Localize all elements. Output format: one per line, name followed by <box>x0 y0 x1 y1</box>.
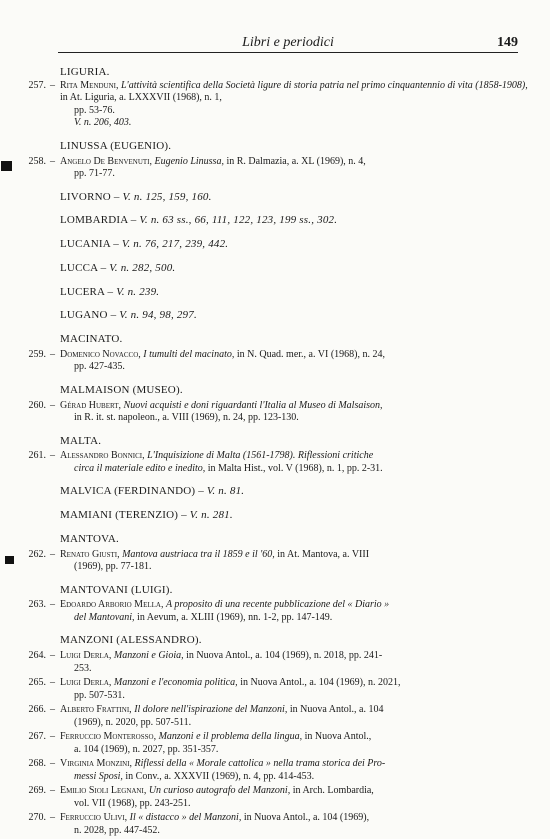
entry-title: Eugenio Linussa, <box>154 155 224 167</box>
entry-pages: pp. 53-76. <box>74 104 115 116</box>
section-heading-malta: MALTA. <box>60 434 102 447</box>
entry-262: 262. – Renato Giusti, Mantova austriaca tra il 1859 e il '60, in At. Mantova, a. VIII (1969), pp. 77-181. <box>28 548 370 572</box>
crossref-livorno: LIVORNO – V. n. 125, 159, 160. <box>60 190 212 203</box>
entry-author: Rita Menduni, <box>60 79 119 91</box>
entry-source: in At. Liguria, a. LXXXVII (1968), n. 1, <box>60 92 222 104</box>
entry-264: 264. – Luigi Derla, Manzoni e Gioia, in Nuova Antol., a. 104 (1969), n. 2018, pp. 241- 253. <box>28 650 383 674</box>
section-heading-mantovani: MANTOVANI (LUIGI). <box>60 583 173 596</box>
section-heading-linussa: LINUSSA (EUGENIO). <box>60 139 172 152</box>
page-number: 149 <box>497 35 518 50</box>
crossref-lucera: LUCERA – V. n. 239. <box>60 285 160 298</box>
section-heading-mantova: MANTOVA. <box>60 532 119 545</box>
crossref-lucania: LUCANIA – V. n. 76, 217, 239, 442. <box>60 238 229 250</box>
entry-267: 267. – Ferruccio Monterosso, Manzoni e il problema della lingua, in Nuova Antol., a. 104 (1969), n. 2027, pp. 351-357. <box>28 731 372 755</box>
margin-mark-262 <box>5 556 14 564</box>
entry-257: 257. – Rita Menduni, L'attività scientifica della Società ligure di storia patria nel primo cinquantennio di vita (1858-1908), in At. Liguria, a. LXXXVII (1968), n. 1, pp. 53-76. V. n. 206, 403. <box>20 80 530 130</box>
entry-author: Angelo De Benvenuti, <box>60 155 152 167</box>
section-heading-macinato: MACINATO. <box>60 333 123 345</box>
entry-261: 261. – Alessandro Bonnici, L'Inquisizione di Malta (1561-1798). Riflessioni critiche circa il materiale edito e inedito, in Malta Hist., vol. V (1968), n. 1, pp. 2-31. <box>28 450 383 474</box>
entry-265: 265. – Luigi Derla, Manzoni e l'economia politica, in Nuova Antol., a. 104 (1969), n. 2021, pp. 507-531. <box>28 677 401 701</box>
bibliography-content <box>20 66 530 839</box>
entry-263: 263. – Edoardo Arborio Mella, A proposito di una recente pubblicazione del « Diario » del Mantovani, in Aevum, a. XLIII (1969), nn. 1-2, pp. 147-149. <box>28 599 390 623</box>
entry-source: in R. Dalmazia, a. XL (1969), n. 4, <box>226 155 366 167</box>
crossref-lucca: LUCCA – V. n. 282, 500. <box>60 261 176 274</box>
entry-258: 258. – Angelo De Benvenuti, Eugenio Linussa, in R. Dalmazia, a. XL (1969), n. 4, pp. 71-77. <box>20 156 530 181</box>
crossref-lombardia: LOMBARDIA – V. n. 63 ss., 66, 111, 122, 123, 199 ss., 302. <box>60 214 338 227</box>
entry-number: 258. <box>28 155 46 167</box>
entry-pages: pp. 71-77. <box>74 168 115 179</box>
entry-269: 269. – Emilio Sioli Legnani, Un curioso autografo del Manzoni, in Arch. Lombardia, vol. VII (1968), pp. 243-251. <box>28 785 374 809</box>
crossref-malvica: MALVICA (FERDINANDO) – V. n. 81. <box>60 485 245 498</box>
entry-270: 270. – Ferruccio Ulivi, Il « distacco » del Manzoni, in Nuova Antol., a. 104 (1969), n. 2028, pp. 447-452. <box>28 812 370 836</box>
margin-mark-258 <box>1 161 12 171</box>
entry-number: 257. <box>28 79 46 91</box>
running-header <box>58 32 518 53</box>
section-heading-malmaison: MALMAISON (MUSEO). <box>60 383 183 396</box>
section-heading-liguria: LIGURIA. <box>60 66 110 78</box>
crossref-mamiani: MAMIANI (TERENZIO) – V. n. 281. <box>60 509 233 521</box>
crossref-lugano: LUGANO – V. n. 94, 98, 297. <box>60 309 197 322</box>
header-title: Libri e periodici <box>242 35 334 50</box>
entry-title: L'attività scientifica della Società ligure di storia patria nel primo cinquantennio di vita (1858-1908), <box>121 79 528 91</box>
entry-260: 260. – Gérad Hubert, Nuovi acquisti e doni riguardanti l'Italia al Museo di Malsaison, in R. it. st. napoleon., a. VIII (1969), n. 24, pp. 123-130. <box>28 399 383 423</box>
entry-259: 259. – Domenico Novacco, I tumulti del macinato, in N. Quad. mer., a. VI (1968), n. 24, pp. 427-435. <box>28 348 385 373</box>
entry-266: 266. – Alberto Frattini, Il dolore nell'ispirazione del Manzoni, in Nuova Antol., a. 104 (1969), n. 2020, pp. 507-511. <box>28 704 384 728</box>
section-heading-manzoni: MANZONI (ALESSANDRO). <box>60 634 202 647</box>
entry-crossref: V. n. 206, 403. <box>74 117 132 129</box>
entry-268: 268. – Virginia Monzini, Riflessi della « Morale cattolica » nella trama storica dei Pro- messi Sposi, in Conv., a. XXXVII (1969), n. 4, pp. 414-453. <box>28 758 386 782</box>
